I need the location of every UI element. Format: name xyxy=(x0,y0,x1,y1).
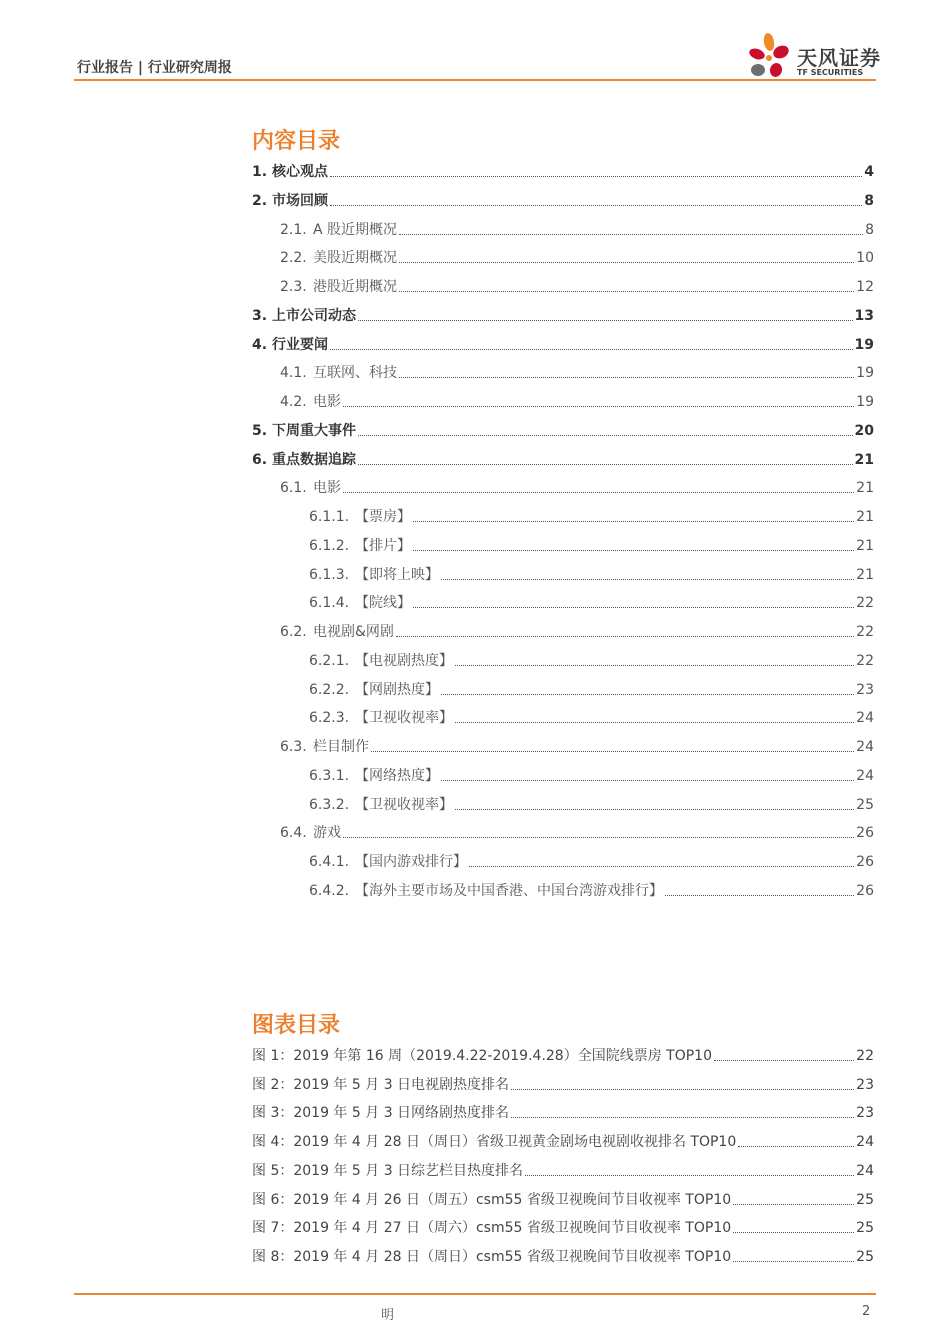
dot-leader xyxy=(399,377,854,378)
figure-entry[interactable] xyxy=(252,1244,874,1266)
figure-entry-label: 图 8：2019 年 4 月 28 日（周日）csm55 省级卫视晚间节目收视率 TOP10 xyxy=(252,1248,732,1265)
toc-entry-number: 1. xyxy=(252,164,268,180)
toc-entry-number: 6.2.3. xyxy=(309,710,350,727)
dot-leader xyxy=(525,1175,854,1176)
toc-entry-number: 6. xyxy=(252,451,268,468)
toc-entry-label: 【网剧热度】 xyxy=(355,681,439,698)
toc-entry-page: 12 xyxy=(856,279,874,295)
toc-entry-page: 23 xyxy=(856,681,874,698)
toc-entry-number: 4.2. xyxy=(280,394,307,410)
figure-entry[interactable] xyxy=(252,1215,874,1237)
figure-entry[interactable] xyxy=(252,1072,874,1094)
toc-entry[interactable] xyxy=(252,504,874,526)
dot-leader xyxy=(714,1060,854,1061)
figure-entry-page: 24 xyxy=(856,1134,874,1151)
dot-leader xyxy=(330,205,862,206)
toc-entry-label: 【卫视收视率】 xyxy=(355,710,453,727)
toc-entry-label: 市场回顾 xyxy=(272,192,328,209)
toc-entry-label: 电影 xyxy=(313,394,341,410)
toc-entry-number: 6.4.1. xyxy=(309,854,350,870)
toc-entry-label: 【卫视收视率】 xyxy=(355,796,453,813)
dot-leader xyxy=(469,866,854,867)
toc-entry-number: 6.3. xyxy=(280,739,307,755)
logo-chinese-name: 天风证券 xyxy=(797,46,881,70)
toc-entry[interactable] xyxy=(252,820,874,842)
dot-leader xyxy=(413,521,854,522)
toc-entry-number: 4.1. xyxy=(280,365,307,382)
toc-entry[interactable] xyxy=(252,274,874,296)
dot-leader xyxy=(399,262,854,263)
toc-entry-page: 24 xyxy=(856,739,874,755)
toc-entry[interactable] xyxy=(252,590,874,612)
figure-entry-page: 23 xyxy=(856,1076,874,1093)
dot-leader xyxy=(413,607,854,608)
toc-entry[interactable] xyxy=(252,217,874,239)
toc-entry-label: 重点数据追踪 xyxy=(272,451,356,468)
toc-entry-label: 核心观点 xyxy=(272,164,328,180)
toc-entry-page: 8 xyxy=(865,221,874,238)
toc-entry[interactable] xyxy=(252,360,874,382)
dot-leader xyxy=(455,809,854,810)
header-divider xyxy=(74,79,876,81)
figure-entry-page: 24 xyxy=(856,1162,874,1179)
dot-leader xyxy=(330,349,853,350)
toc-entry-number: 5. xyxy=(252,422,268,439)
toc-entry-page: 10 xyxy=(856,250,874,267)
logo-english-name: TF SECURITIES xyxy=(797,68,864,77)
header-breadcrumb: 行业报告 | 行业研究周报 xyxy=(77,60,232,76)
toc-entry-label: 【电视剧热度】 xyxy=(355,652,453,669)
figure-entry-page: 25 xyxy=(856,1191,874,1208)
toc-entry-number: 6.3.2. xyxy=(309,796,350,813)
toc-entry[interactable] xyxy=(252,763,874,785)
toc-entry-number: 6.1.3. xyxy=(309,566,350,583)
dot-leader xyxy=(733,1232,854,1233)
toc-entry-number: 6.1.2. xyxy=(309,537,350,554)
dot-leader xyxy=(738,1146,854,1147)
toc-entry[interactable] xyxy=(252,332,874,354)
toc-entry-label: 【票房】 xyxy=(355,509,411,525)
toc-entry[interactable] xyxy=(252,648,874,670)
toc-entry-page: 26 xyxy=(856,825,874,842)
dot-leader xyxy=(399,291,854,292)
figure-list-title: 图表目录 xyxy=(252,1013,341,1038)
toc-entry-page: 19 xyxy=(856,394,874,410)
toc-entry-label: 游戏 xyxy=(313,825,341,842)
toc-entry-number: 2.1. xyxy=(280,221,307,238)
toc-entry-page: 20 xyxy=(854,422,874,439)
figure-entry[interactable] xyxy=(252,1158,874,1180)
toc-entry-number: 2. xyxy=(252,192,268,209)
dot-leader xyxy=(665,895,854,896)
figure-entry-label: 图 1：2019 年第 16 周（2019.4.22-2019.4.28）全国院线票房 TOP10 xyxy=(252,1048,712,1064)
toc-entry[interactable] xyxy=(252,619,874,641)
dot-leader xyxy=(396,636,854,637)
dot-leader xyxy=(455,665,854,666)
toc-entry-number: 6.1. xyxy=(280,480,307,497)
toc-entry-page: 25 xyxy=(856,796,874,813)
figure-entry-label: 图 5：2019 年 5 月 3 日综艺栏目热度排名 xyxy=(252,1162,524,1179)
toc-entry-page: 8 xyxy=(864,192,874,209)
figure-entry-label: 图 3：2019 年 5 月 3 日网络剧热度排名 xyxy=(252,1105,510,1122)
dot-leader xyxy=(343,406,854,407)
toc-entry[interactable] xyxy=(252,849,874,871)
toc-entry-number: 4. xyxy=(252,336,268,353)
dot-leader xyxy=(441,780,854,781)
figure-entry-label: 图 7：2019 年 4 月 27 日（周六）csm55 省级卫视晚间节目收视率 TOP10 xyxy=(252,1220,732,1237)
figure-entry-label: 图 2：2019 年 5 月 3 日电视剧热度排名 xyxy=(252,1076,510,1093)
flower-logo-icon xyxy=(746,30,796,82)
figure-entry-page: 25 xyxy=(856,1220,874,1237)
dot-leader xyxy=(358,464,853,465)
toc-entry-label: 电影 xyxy=(313,480,341,497)
footer-disclaimer-text: 明 xyxy=(381,1308,395,1323)
toc-entry[interactable] xyxy=(252,188,874,210)
toc-entry-label: 【排片】 xyxy=(355,537,411,554)
toc-entry-page: 21 xyxy=(856,480,874,497)
toc-entry-label: 行业要闻 xyxy=(272,336,328,353)
toc-entry-number: 2.2. xyxy=(280,250,307,267)
figure-entry[interactable] xyxy=(252,1129,874,1151)
toc-title: 内容目录 xyxy=(252,129,341,154)
toc-entry-page: 21 xyxy=(854,451,874,468)
toc-entry[interactable] xyxy=(252,878,874,900)
toc-entry-label: 电视剧&网剧 xyxy=(313,624,394,640)
dot-leader xyxy=(441,694,854,695)
toc-entry-number: 6.4.2. xyxy=(309,882,350,899)
toc-entry[interactable] xyxy=(252,447,874,469)
dot-leader xyxy=(733,1261,854,1262)
toc-entry-label: 【网络热度】 xyxy=(355,767,439,784)
toc-entry-label: 【国内游戏排行】 xyxy=(355,854,467,870)
figure-entry-label: 图 4：2019 年 4 月 28 日（周日）省级卫视黄金剧场电视剧收视排名 TOP10 xyxy=(252,1134,737,1151)
dot-leader xyxy=(511,1117,854,1118)
toc-entry-label: 互联网、科技 xyxy=(313,365,397,382)
dot-leader xyxy=(455,722,854,723)
toc-entry-page: 21 xyxy=(856,566,874,583)
dot-leader xyxy=(358,435,853,436)
toc-entry-number: 6.3.1. xyxy=(309,767,350,784)
toc-entry-page: 22 xyxy=(856,624,874,640)
toc-entry[interactable] xyxy=(252,245,874,267)
figure-entry-page: 23 xyxy=(856,1105,874,1122)
toc-entry-label: 下周重大事件 xyxy=(272,422,356,439)
toc-entry-number: 6.2.2. xyxy=(309,681,350,698)
toc-entry[interactable] xyxy=(252,475,874,497)
toc-entry-page: 26 xyxy=(856,882,874,899)
toc-entry-label: 【海外主要市场及中国香港、中国台湾游戏排行】 xyxy=(355,882,663,899)
toc-entry-page: 4 xyxy=(864,164,874,180)
dot-leader xyxy=(733,1204,854,1205)
toc-entry[interactable] xyxy=(252,418,874,440)
toc-entry-page: 19 xyxy=(856,365,874,382)
toc-entry-number: 6.1.4. xyxy=(309,595,350,612)
toc-entry[interactable] xyxy=(252,705,874,727)
figure-entry-page: 22 xyxy=(856,1048,874,1064)
company-logo xyxy=(746,30,881,82)
toc-entry-label: 栏目制作 xyxy=(313,739,369,755)
toc-entry-page: 19 xyxy=(854,336,874,353)
toc-entry-number: 6.2. xyxy=(280,624,307,640)
figure-entry[interactable] xyxy=(252,1187,874,1209)
dot-leader xyxy=(358,320,853,321)
toc-entry-label: A 股近期概况 xyxy=(313,221,398,238)
toc-entry[interactable] xyxy=(252,303,874,325)
toc-entry[interactable] xyxy=(252,159,874,181)
toc-entry-page: 21 xyxy=(856,537,874,554)
toc-entry[interactable] xyxy=(252,533,874,555)
toc-entry-page: 22 xyxy=(856,595,874,612)
toc-entry-page: 13 xyxy=(854,307,874,324)
dot-leader xyxy=(441,579,854,580)
toc-entry-label: 【院线】 xyxy=(355,595,411,612)
toc-entry-label: 美股近期概况 xyxy=(313,250,397,267)
toc-entry-page: 21 xyxy=(856,509,874,525)
toc-entry[interactable] xyxy=(252,389,874,411)
toc-entry[interactable] xyxy=(252,562,874,584)
toc-entry-number: 6.1.1. xyxy=(309,509,350,525)
toc-entry[interactable] xyxy=(252,792,874,814)
toc-entry-label: 港股近期概况 xyxy=(313,279,397,295)
dot-leader xyxy=(343,837,854,838)
figure-entry-page: 25 xyxy=(856,1248,874,1265)
figure-entry-label: 图 6：2019 年 4 月 26 日（周五）csm55 省级卫视晚间节目收视率 TOP10 xyxy=(252,1191,732,1208)
toc-entry-number: 6.2.1. xyxy=(309,652,350,669)
toc-entry-page: 24 xyxy=(856,767,874,784)
dot-leader xyxy=(413,550,854,551)
toc-entry[interactable] xyxy=(252,734,874,756)
toc-entry-number: 2.3. xyxy=(280,279,307,295)
footer-divider xyxy=(74,1293,876,1295)
dot-leader xyxy=(330,176,862,177)
toc-entry-page: 26 xyxy=(856,854,874,870)
dot-leader xyxy=(343,492,854,493)
toc-entry-label: 【即将上映】 xyxy=(355,566,439,583)
page-number: 2 xyxy=(862,1304,871,1319)
toc-entry-number: 6.4. xyxy=(280,825,307,842)
toc-entry-label: 上市公司动态 xyxy=(272,307,356,324)
dot-leader xyxy=(511,1089,854,1090)
toc-entry-page: 24 xyxy=(856,710,874,727)
toc-entry-number: 3. xyxy=(252,307,268,324)
dot-leader xyxy=(371,751,854,752)
figure-entry[interactable] xyxy=(252,1043,874,1065)
toc-entry[interactable] xyxy=(252,677,874,699)
toc-entry-page: 22 xyxy=(856,652,874,669)
figure-entry[interactable] xyxy=(252,1100,874,1122)
dot-leader xyxy=(399,234,863,235)
